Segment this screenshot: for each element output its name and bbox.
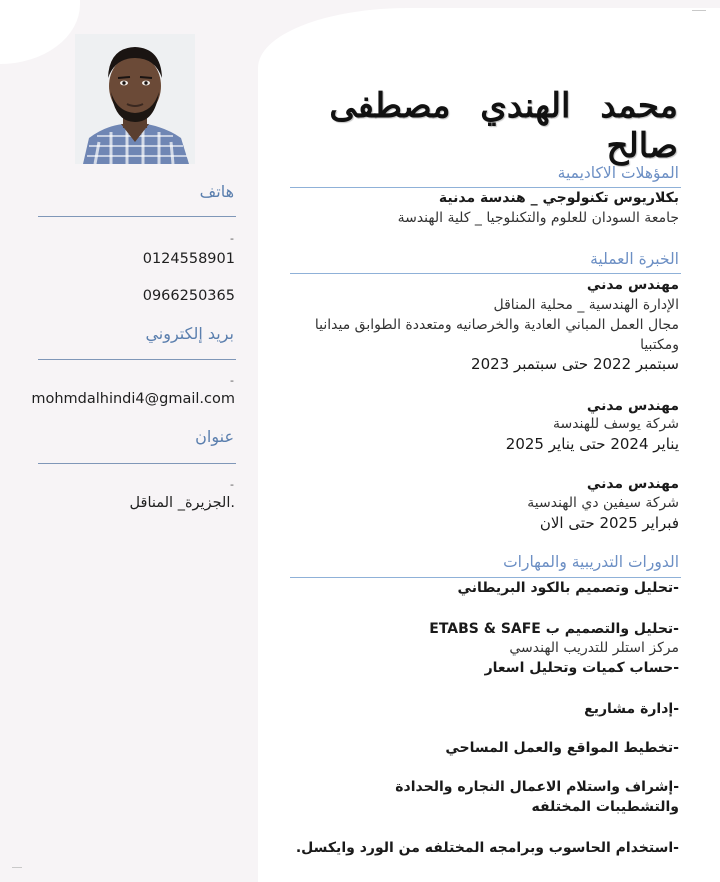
job-period: فبراير 2025 حتى الان xyxy=(539,514,679,532)
email-address[interactable]: mohmdalhindi4@gmail.com xyxy=(31,391,235,407)
skill-item: -حساب كميات وتحليل اسعار xyxy=(484,660,679,676)
divider xyxy=(38,216,236,217)
education-heading: المؤهلات الاكاديمية xyxy=(557,164,679,182)
experience-heading: الخبرة العملية xyxy=(590,250,679,268)
divider xyxy=(38,359,236,360)
training-heading: الدورات التدريبية والمهارات xyxy=(503,553,679,571)
job-description: مجال العمل المباني العادية والخرصانيه ومتعددة الطوابق ميدانيا ومكتبيا xyxy=(314,317,679,353)
job-title: مهندس مدني xyxy=(586,277,679,293)
job-org: شركة يوسف للهندسة xyxy=(552,416,679,432)
skill-item: -إدارة مشاريع xyxy=(584,701,679,717)
skill-item: -إشراف واستلام الاعمال النجاره والحدادة والتشطيبات المختلفه xyxy=(395,779,679,815)
job-title: مهندس مدني xyxy=(586,398,679,414)
address-heading: عنوان xyxy=(195,427,234,446)
full-name: محمد الهندي مصطفى صالح xyxy=(329,86,678,166)
skill-item: -تحليل وتصميم بالكود البريطاني xyxy=(457,580,679,596)
job-org: شركة سيفين دي الهندسية xyxy=(527,495,679,511)
skill-item: -تحليل والتصميم ب ETABS & SAFE xyxy=(429,621,679,637)
bullet-dash: - xyxy=(230,232,234,245)
person-icon xyxy=(75,34,195,164)
address-text: .الجزيرة_ المناقل xyxy=(129,495,235,511)
phone-number-2[interactable]: 0966250365 xyxy=(142,288,235,304)
phone-number-1[interactable]: 0124558901 xyxy=(142,251,235,267)
degree: بكلاريوس تكنولوجي _ هندسة مدنية xyxy=(438,190,679,206)
crop-mark xyxy=(12,867,22,878)
job-org: الإدارة الهندسية _ محلية المناقل xyxy=(493,297,679,313)
phone-heading: هاتف xyxy=(199,182,234,201)
skill-item: -استخدام الحاسوب وبرامجه المختلفه من الورد وايكسل. xyxy=(295,840,679,856)
bullet-dash: - xyxy=(230,478,234,491)
divider xyxy=(290,273,681,274)
school: جامعة السودان للعلوم والتكنلوجيا _ كلية الهندسة xyxy=(397,210,679,226)
bullet-dash: - xyxy=(230,374,234,387)
job-period: يناير 2024 حتى يناير 2025 xyxy=(505,435,679,453)
profile-photo xyxy=(75,34,195,164)
job-period: سبتمبر 2022 حتى سبتمبر 2023 xyxy=(471,355,679,373)
crop-mark xyxy=(692,0,706,11)
job-title: مهندس مدني xyxy=(586,476,679,492)
skill-note: مركز استلر للتدريب الهندسي xyxy=(509,640,679,656)
email-heading: بريد إلكتروني xyxy=(145,324,234,343)
skill-item: -تخطيط المواقع والعمل المساحي xyxy=(445,740,679,756)
divider xyxy=(38,463,236,464)
